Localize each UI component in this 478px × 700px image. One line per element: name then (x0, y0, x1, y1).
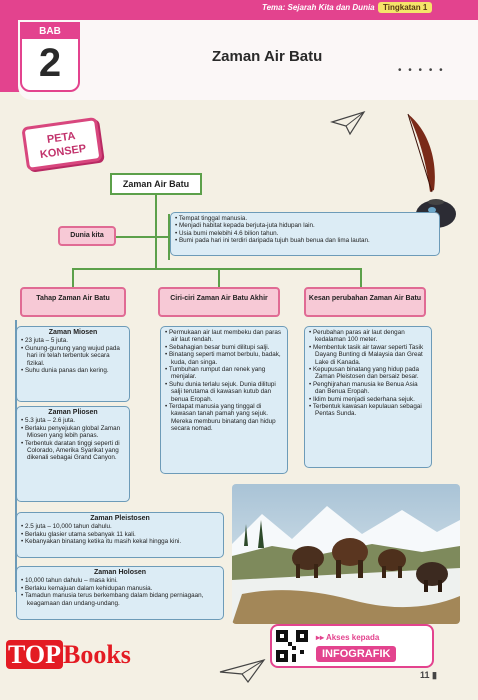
list-item: • Terdapat manusia yang tinggal di kawasan tanah pamah yang sejuk. Mereka memburu binatang dan hidup secara nomad. (165, 403, 283, 433)
connector-line (218, 268, 220, 288)
list-item: • Membentuk tasik air tawar seperti Tasik Dayang Bunting di Malaysia dan Great Lake di Kanada. (309, 344, 427, 366)
connector-line (72, 268, 74, 288)
list-item: • Permukaan air laut membeku dan paras air laut rendah. (165, 329, 283, 344)
infografik-button[interactable]: INFOGRAFIK (316, 646, 396, 662)
zaman-holosen-box (16, 566, 224, 620)
list-item: • Tamadun manusia terus berkembang dalam bidang perniagaan, keagamaan dan undang-undang. (21, 592, 219, 607)
list-item: • Tumbuhan rumput dan renek yang menjalar. (165, 366, 283, 381)
chapter-tab (20, 22, 80, 92)
list-item: • Tempat tinggal manusia. (175, 215, 435, 222)
list-item: • Terbentuk kawasan kepulauan sebagai Pentas Sunda. (309, 403, 427, 418)
akses-label: ▸▸ Akses kepada (316, 633, 380, 642)
connector-line (360, 268, 362, 288)
list-item: • Berlaku kemajuan dalam kehidupan manusia. (21, 585, 219, 592)
branch-tahap: Tahap Zaman Air Batu (20, 287, 126, 317)
list-item: • Terbentuk daratan tinggi seperti di Colorado, Amerika Syarikat yang dikenali sebagai Grand Canyon. (21, 440, 125, 462)
section-title: Zaman Pliosen (48, 409, 98, 416)
form-level-badge: Tingkatan 1 (378, 2, 432, 13)
paper-plane-icon (330, 108, 366, 138)
list-item: • Usia bumi melebihi 4.6 bilion tahun. (175, 230, 435, 237)
list-item: • Gunung-gunung yang wujud pada hari ini telah terbentuk secara fizikal. (21, 345, 125, 367)
concept-map-badge (21, 117, 102, 171)
section-title: Zaman Miosen (48, 329, 98, 336)
zaman-pliosen-box (16, 406, 130, 502)
section-title: Zaman Pleistosen (90, 515, 150, 522)
list-item: • Binatang seperti mamot berbulu, badak, kuda, dan singa. (165, 351, 283, 366)
decorative-dots: • • • • • (398, 65, 445, 76)
logo-top: TOP (8, 640, 61, 669)
root-concept: Zaman Air Batu (110, 173, 202, 195)
list-item: • 2.5 juta – 10,000 tahun dahulu. (21, 523, 219, 530)
list-item: • 23 juta – 5 juta. (21, 337, 125, 344)
list-item: • 5.3 juta – 2.6 juta. (21, 417, 125, 424)
zaman-pleistosen-box (16, 512, 224, 558)
chapter-number: 2 (38, 41, 62, 85)
dunia-kita-box (170, 212, 440, 256)
topbooks-logo (6, 640, 131, 670)
list-item: • Berlaku penyejukan global Zaman Miosen yang lebih panas. (21, 425, 125, 440)
logo-books: Books (62, 640, 131, 669)
connector-line (72, 268, 362, 270)
concept-map-line2: KONSEP (39, 142, 87, 162)
connector-line (114, 236, 155, 238)
list-item: • Bumi pada hari ini terdiri daripada tujuh buah benua dan lima lautan. (175, 237, 435, 244)
list-item: • 10,000 tahun dahulu – masa kini. (21, 577, 219, 584)
kesan-box (304, 326, 432, 468)
list-item: • Kepupusan binatang yang hidup pada Zaman Pleistosen dan bersaiz besar. (309, 366, 427, 381)
paper-plane-icon (218, 656, 268, 686)
section-title: Zaman Holosen (93, 569, 147, 576)
list-item: • Kebanyakan binatang ketika itu masih kekal hingga kini. (21, 538, 219, 545)
list-item: • Suhu dunia terlalu sejuk. Dunia dilitupi salji terutama di kawasan kutub dan benua Eropah. (165, 381, 283, 403)
list-item: • Perubahan paras air laut dengan kedalaman 100 meter. (309, 329, 427, 344)
chapter-title: Zaman Air Batu (212, 48, 323, 65)
page-number: 11 ▮ (420, 670, 437, 680)
infografik-card[interactable] (270, 624, 434, 668)
branch-ciri: Ciri-ciri Zaman Air Batu Akhir (158, 287, 280, 317)
list-item: • Berlaku glasier utama sebanyak 11 kali. (21, 531, 219, 538)
bab-label: BAB (22, 24, 78, 39)
ice-age-illustration (232, 484, 460, 624)
qr-code-icon[interactable] (276, 630, 308, 662)
list-item: • Sebahagian besar bumi dilitupi salji. (165, 344, 283, 351)
list-item: • Suhu dunia panas dan kering. (21, 367, 125, 374)
list-item: • Menjadi habitat kepada berjuta-juta hidupan lain. (175, 222, 435, 229)
connector-line (155, 236, 168, 238)
dunia-kita-label: Dunia kita (58, 226, 116, 246)
theme-label: Tema: Sejarah Kita dan Dunia (262, 3, 375, 12)
zaman-miosen-box (16, 326, 130, 402)
list-item: • Iklim bumi menjadi sederhana sejuk. (309, 396, 427, 403)
branch-kesan: Kesan perubahan Zaman Air Batu (304, 287, 426, 317)
list-item: • Penghijrahan manusia ke Benua Asia dan Benua Eropah. (309, 381, 427, 396)
ciri-ciri-box (160, 326, 288, 474)
concept-map-line1: PETA (46, 130, 77, 146)
connector-line (155, 195, 157, 269)
